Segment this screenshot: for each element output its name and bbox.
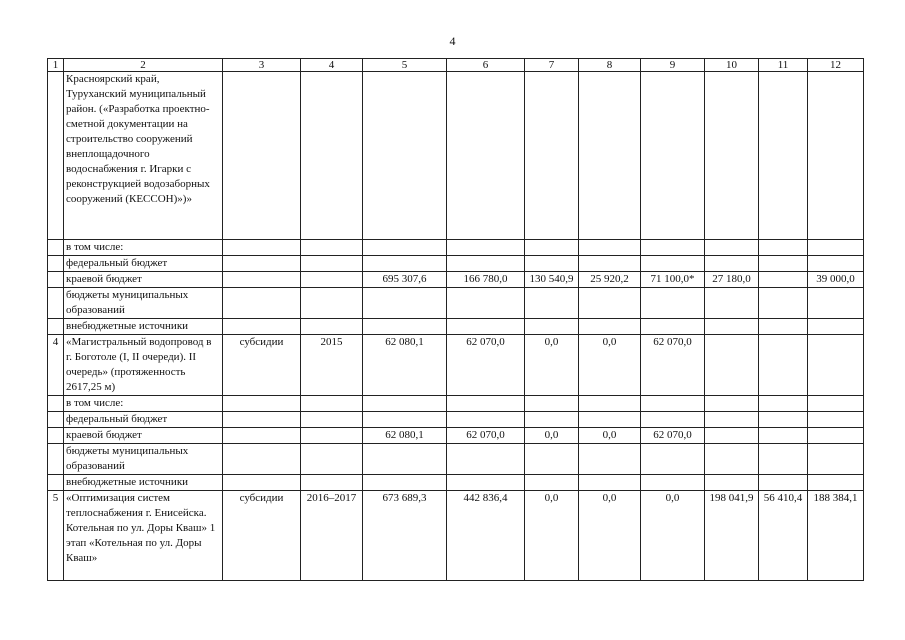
value-cell: 0,0: [525, 428, 579, 444]
funding-type: субсидии: [223, 335, 301, 396]
header-row: [48, 59, 864, 72]
header-cell: 11: [759, 59, 808, 72]
table-row-project-igarka: [48, 72, 864, 240]
value-cell: 442 836,4: [447, 491, 525, 581]
project-name: Красноярский край, Туруханский муниципальный район. («Разработка проектно-сметной документации на строительство сооружений внеплощадочного водоснабжения г. Игарки с реконструкцией водозаборных сооружений (КЕССОН)»)»: [64, 72, 223, 240]
row-number: 4: [48, 335, 64, 396]
header-cell: 2: [64, 59, 223, 72]
value-cell: 62 070,0: [641, 335, 705, 396]
value-cell: 39 000,0: [808, 272, 864, 288]
value-cell: 0,0: [525, 491, 579, 581]
project-name: «Оптимизация систем теплоснабжения г. Енисейска. Котельная по ул. Доры Кваш» 1 этап «Котельная по ул. Доры Кваш»: [64, 491, 223, 581]
row-label: внебюджетные источники: [64, 475, 223, 491]
row-label: бюджеты муниципальных образований: [64, 288, 223, 319]
header-cell: 3: [223, 59, 301, 72]
value-cell: 62 070,0: [641, 428, 705, 444]
table-row: [48, 428, 864, 444]
row-label: федеральный бюджет: [64, 412, 223, 428]
project-name: «Магистральный водопровод в г. Боготоле (I, II очереди). II очередь» (протяженность 2617,25 м): [64, 335, 223, 396]
value-cell: 695 307,6: [363, 272, 447, 288]
value-cell: 130 540,9: [525, 272, 579, 288]
table-row: [48, 319, 864, 335]
value-cell: 62 080,1: [363, 335, 447, 396]
row-label: внебюджетные источники: [64, 319, 223, 335]
value-cell: 27 180,0: [705, 272, 759, 288]
table-row: [48, 396, 864, 412]
value-cell: 62 080,1: [363, 428, 447, 444]
table-row-project-5: [48, 491, 864, 581]
row-number: 5: [48, 491, 64, 581]
table-row: [48, 256, 864, 272]
value-cell: 0,0: [579, 491, 641, 581]
row-label: краевой бюджет: [64, 272, 223, 288]
header-cell: 12: [808, 59, 864, 72]
row-label: в том числе:: [64, 396, 223, 412]
value-cell: 0,0: [641, 491, 705, 581]
value-cell: 71 100,0*: [641, 272, 705, 288]
header-cell: 8: [579, 59, 641, 72]
years: 2015: [301, 335, 363, 396]
row-label: краевой бюджет: [64, 428, 223, 444]
row-label: в том числе:: [64, 240, 223, 256]
value-cell: 25 920,2: [579, 272, 641, 288]
value-cell: 56 410,4: [759, 491, 808, 581]
funding-type: субсидии: [223, 491, 301, 581]
value-cell: 198 041,9: [705, 491, 759, 581]
header-cell: 5: [363, 59, 447, 72]
table-row: [48, 444, 864, 475]
value-cell: 188 384,1: [808, 491, 864, 581]
table-row-project-4: [48, 335, 864, 396]
header-cell: 1: [48, 59, 64, 72]
row-label: бюджеты муниципальных образований: [64, 444, 223, 475]
value-cell: 0,0: [579, 335, 641, 396]
value-cell: 166 780,0: [447, 272, 525, 288]
budget-table: [47, 58, 864, 581]
header-cell: 10: [705, 59, 759, 72]
table-row: [48, 475, 864, 491]
value-cell: 0,0: [579, 428, 641, 444]
table-row: [48, 240, 864, 256]
header-cell: 4: [301, 59, 363, 72]
value-cell: 673 689,3: [363, 491, 447, 581]
page-number: 4: [449, 34, 456, 48]
header-cell: 9: [641, 59, 705, 72]
row-label: федеральный бюджет: [64, 256, 223, 272]
value-cell: 0,0: [525, 335, 579, 396]
table-row: [48, 288, 864, 319]
value-cell: 62 070,0: [447, 335, 525, 396]
value-cell: 62 070,0: [447, 428, 525, 444]
table-row: [48, 412, 864, 428]
header-cell: 6: [447, 59, 525, 72]
value-cell: [759, 272, 808, 288]
years: 2016–2017: [301, 491, 363, 581]
table-row: [48, 272, 864, 288]
header-cell: 7: [525, 59, 579, 72]
